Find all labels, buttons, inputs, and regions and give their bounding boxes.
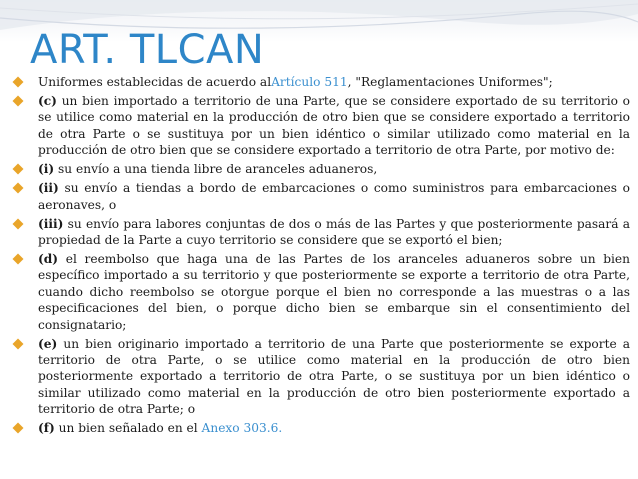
item-text: un bien señalado en el [54, 421, 202, 436]
diamond-bullet-icon [12, 163, 24, 175]
list-item [10, 161, 630, 177]
item-text: , "Reglamentaciones Uniformes"; [347, 75, 553, 89]
item-text: su envío a una tienda libre de aranceles aduaneros, [54, 162, 378, 177]
diamond-bullet-icon [12, 182, 24, 194]
diamond-bullet-icon [12, 338, 24, 350]
list-item [10, 420, 630, 436]
item-label: (i) [38, 162, 55, 177]
list-item [10, 216, 630, 249]
bullet-list [10, 74, 630, 439]
item-label: (d) [38, 252, 59, 267]
list-item [10, 180, 630, 213]
list-item [10, 336, 630, 418]
item-text: un bien originario importado a territorio de una Parte que posteriormente se exporte a territorio de otra Parte, o se utilice como material en la producción de otro bien posteriormente exportado a territorio de otra Parte, o se sustituya por un bien idéntico o similar utilizado como material en la producción de otro bien posteriormente exportado a territorio de otra Parte; o [38, 336, 630, 417]
item-text: Uniformes establecidas de acuerdo al [38, 75, 272, 89]
item-label: (f) [38, 421, 55, 436]
list-item [10, 93, 630, 159]
diamond-bullet-icon [12, 422, 24, 434]
diamond-bullet-icon [12, 218, 24, 230]
list-item [10, 251, 630, 333]
slide-title: ART. TLCAN [30, 27, 265, 73]
list-item [10, 74, 630, 90]
item-label: (ii) [38, 181, 59, 196]
item-text: un bien importado a territorio de una Parte, que se considere exportado de su territorio o se utilice como material en la producción de otro bien que se considere exportado a territorio de otra Parte o se sustituya por un bien idéntico o similar utilizado como material en la producción de otro bien que se considere exportado a territorio de otra Parte, por motivo de: [38, 94, 630, 158]
diamond-bullet-icon [12, 95, 24, 107]
articulo-511-link[interactable]: Artículo 511 [271, 75, 348, 89]
item-label: (e) [38, 336, 58, 351]
diamond-bullet-icon [12, 76, 24, 88]
item-label: (iii) [38, 216, 64, 231]
item-text: su envío para labores conjuntas de dos o más de las Partes y que posteriormente pasará a propiedad de la Parte a cuyo territorio se considere que se exportó el bien; [38, 216, 630, 248]
item-text: su envío a tiendas a bordo de embarcaciones o como suministros para embarcaciones o aeronaves, o [38, 181, 630, 212]
diamond-bullet-icon [12, 253, 24, 265]
item-label: (c) [38, 94, 57, 108]
item-text: el reembolso que haga una de las Partes de los aranceles aduaneros sobre un bien específico importado a su territorio y que posteriormente se exporte a territorio de otra Parte, cuando dicho reembolso se otorgue porque el bien no corresponde a las muestras o a las especificaciones del bien, o porque dicho bien se embarque sin el consentimiento del consignatario; [38, 252, 630, 332]
anexo-303-6-link[interactable]: Anexo 303.6. [201, 421, 283, 436]
